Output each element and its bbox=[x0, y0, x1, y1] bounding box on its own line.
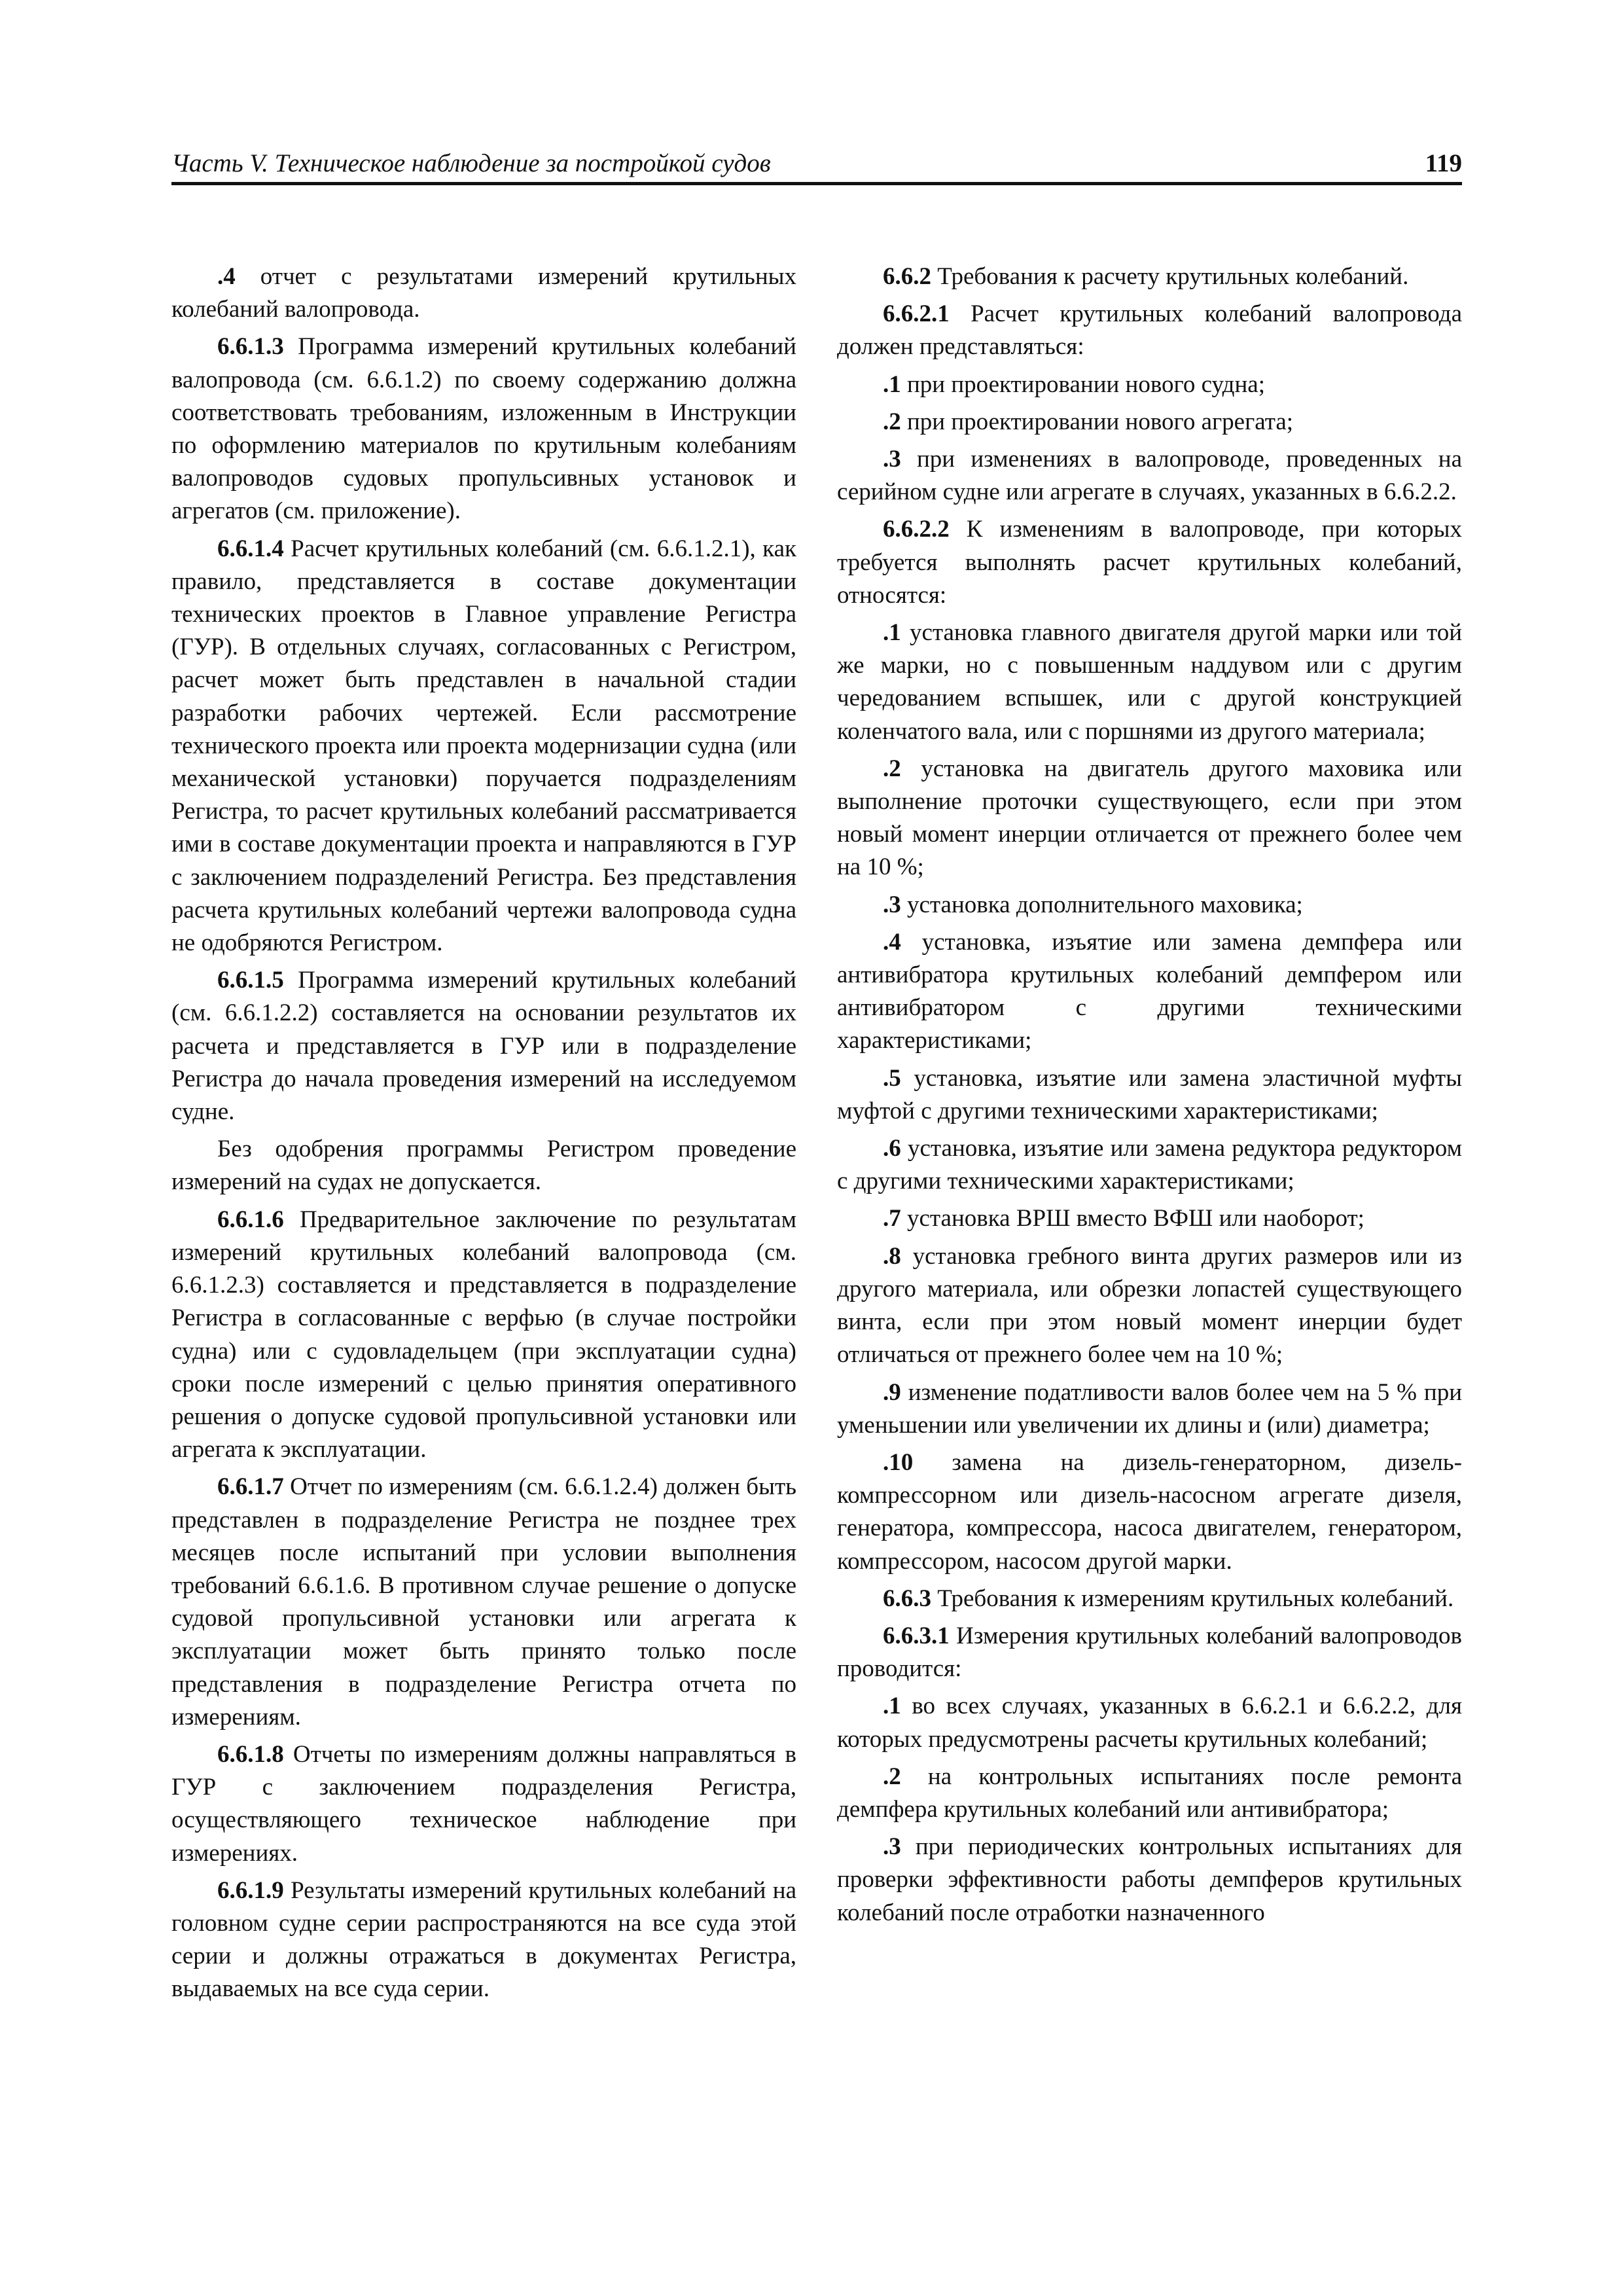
clause-number: .2 bbox=[883, 1763, 901, 1790]
paragraph bbox=[837, 1062, 1462, 1128]
clause-number: .2 bbox=[883, 755, 901, 782]
clause-number: .3 bbox=[883, 891, 901, 918]
clause-number: .4 bbox=[217, 263, 236, 290]
paragraph bbox=[837, 1583, 1462, 1615]
clause-number: 6.6.1.9 bbox=[217, 1876, 284, 1904]
paragraph bbox=[837, 1240, 1462, 1372]
paragraph bbox=[837, 1620, 1462, 1685]
paragraph-text: Расчет крутильных колебаний (см. 6.6.1.2.1), как правило, представляется в составе документации технических проектов в Главное управление Регистра (ГУР). В отдельных случаях, согласованных с Регистром, расчет может быть представлен в начальной стадии разработки рабочих чертежей. Если рассмотрение технического проекта или проекта модернизации судна (или механической установки) поручается подразделениям Регистра, то расчет крутильных колебаний рассматривается ими в составе документации проекта и направляются в ГУР с заключением подразделений Регистра. Без представления расчета крутильных колебаний чертежи валопровода судна не одобряются Регистром. bbox=[171, 535, 796, 957]
paragraph-text: Программа измерений крутильных колебаний (см. 6.6.1.2.2) составляется на основании результатов их расчета и представляется в ГУР или в подразделение Регистра до начала проведения измерений на исследуемом судне. bbox=[171, 967, 796, 1126]
clause-number: .5 bbox=[883, 1064, 901, 1092]
paragraph bbox=[837, 753, 1462, 884]
paragraph-text: во всех случаях, указанных в 6.6.2.1 и 6.6.2.2, для которых предусмотрены расчеты крутильных колебаний; bbox=[837, 1693, 1462, 1753]
clause-number: .8 bbox=[883, 1242, 901, 1270]
clause-number: 6.6.2.2 bbox=[883, 516, 950, 543]
paragraph-text: на контрольных испытаниях после ремонта демпфера крутильных колебаний или антивибратора; bbox=[837, 1763, 1462, 1823]
paragraph bbox=[171, 1204, 796, 1467]
paragraph bbox=[837, 1132, 1462, 1198]
paragraph-text: Расчет крутильных колебаний валопровода должен представляться: bbox=[837, 300, 1462, 361]
paragraph bbox=[837, 260, 1462, 293]
clause-number: .1 bbox=[883, 1693, 901, 1720]
clause-number: .7 bbox=[883, 1205, 901, 1232]
paragraph-text: установка главного двигателя другой марки или той же марки, но с повышенным наддувом или с другим чередованием вспышек, или с другой конструкцией коленчатого вала, или с поршнями из другого материала; bbox=[837, 619, 1462, 745]
paragraph-text: при изменениях в валопроводе, проведенных на серийном судне или агрегате в случаях, указанных в 6.6.2.2. bbox=[837, 446, 1462, 506]
paragraph-text: при периодических контрольных испытаниях для проверки эффективности работы демпферов крутильных колебаний после отработки назначенного bbox=[837, 1833, 1462, 1926]
paragraph-text: Отчет по измерениям (см. 6.6.1.2.4) должен быть представлен в подразделение Регистра не позднее трех месяцев после испытаний при условии выполнения требований 6.6.1.6. В противном случае решение о допуске судовой пропульсивной установки или агрегата к эксплуатации может быть принято только после представления в подразделение Регистра отчета по измерениям. bbox=[171, 1473, 796, 1731]
paragraph bbox=[837, 926, 1462, 1058]
running-title: Часть V. Техническое наблюдение за постройкой судов bbox=[171, 149, 771, 177]
paragraph-text: Без одобрения программы Регистром проведение измерений на судах не допускается. bbox=[171, 1136, 796, 1196]
clause-number: .9 bbox=[883, 1378, 901, 1406]
paragraph-text: отчет с результатами измерений крутильных колебаний валопровода. bbox=[171, 263, 796, 323]
paragraph bbox=[837, 406, 1462, 439]
clause-number: .4 bbox=[883, 928, 901, 956]
paragraph-text: установка, изъятие или замена демпфера или антивибратора крутильных колебаний демпфером или антивибратором с другими техническими характеристиками; bbox=[837, 928, 1462, 1054]
page-header bbox=[171, 143, 1462, 185]
paragraph-text: установка дополнительного маховика; bbox=[901, 891, 1303, 918]
clause-number: 6.6.3 bbox=[883, 1585, 931, 1612]
paragraph bbox=[837, 1202, 1462, 1235]
paragraph-text: установка гребного винта других размеров или из другого материала, или обрезки лопастей существующего винта, если при этом новый момент инерции будет отличаться от прежнего более чем на 10 %; bbox=[837, 1242, 1462, 1369]
clause-number: 6.6.1.5 bbox=[217, 967, 284, 994]
paragraph bbox=[837, 298, 1462, 363]
clause-number: 6.6.1.8 bbox=[217, 1740, 284, 1768]
paragraph-text: установка, изъятие или замена редуктора редуктором с другими техническими характеристиками; bbox=[837, 1135, 1462, 1195]
paragraph-text: Программа измерений крутильных колебаний валопровода (см. 6.6.1.2) по своему содержанию должна соответствовать требованиям, изложенным в Инструкции по оформлению материалов по крутильным колебаниям валопроводов судовых пропульсивных установок и агрегатов (см. приложение). bbox=[171, 333, 796, 525]
paragraph bbox=[171, 1133, 796, 1198]
clause-number: 6.6.1.6 bbox=[217, 1206, 284, 1233]
paragraph bbox=[837, 617, 1462, 748]
clause-number: 6.6.3.1 bbox=[883, 1622, 950, 1649]
page-number: 119 bbox=[1425, 149, 1462, 177]
paragraph bbox=[837, 1376, 1462, 1442]
paragraph bbox=[837, 889, 1462, 922]
paragraph bbox=[837, 1761, 1462, 1826]
paragraph bbox=[837, 513, 1462, 612]
paragraph-text: установка на двигатель другого маховика или выполнение проточки существующего, если при этом новый момент инерции отличается от прежнего более чем на 10 %; bbox=[837, 755, 1462, 881]
paragraph-text: изменение податливости валов более чем на 5 % при уменьшении или увеличении их длины и (или) диаметра; bbox=[837, 1378, 1462, 1439]
paragraph bbox=[171, 533, 796, 960]
paragraph bbox=[171, 1874, 796, 2006]
paragraph-text: Отчеты по измерениям должны направляться в ГУР с заключением подразделения Регистра, осуществляющего техническое наблюдение при измерениях. bbox=[171, 1740, 796, 1867]
paragraph-text: Требования к расчету крутильных колебаний. bbox=[931, 263, 1409, 290]
paragraph-text: при проектировании нового агрегата; bbox=[901, 408, 1294, 435]
paragraph-text: установка, изъятие или замена эластичной муфты муфтой с другими техническими характеристиками; bbox=[837, 1064, 1462, 1124]
clause-number: .2 bbox=[883, 408, 901, 435]
clause-number: .3 bbox=[883, 1833, 901, 1861]
clause-number: .10 bbox=[883, 1448, 914, 1476]
paragraph-text: замена на дизель-генераторном, дизель-компрессорном или дизель-насосном агрегате дизеля, генератора, компрессора, насоса двигателем, генератором, компрессором, насосом другой марки. bbox=[837, 1448, 1462, 1575]
paragraph bbox=[837, 443, 1462, 509]
clause-number: 6.6.1.7 bbox=[217, 1473, 284, 1501]
paragraph-text: при проектировании нового судна; bbox=[901, 370, 1265, 398]
paragraph bbox=[837, 1690, 1462, 1755]
clause-number: 6.6.2 bbox=[883, 263, 931, 290]
clause-number: .1 bbox=[883, 370, 901, 398]
clause-number: .1 bbox=[883, 619, 901, 647]
paragraph bbox=[837, 368, 1462, 401]
paragraph-text: Измерения крутильных колебаний валопроводов проводится: bbox=[837, 1622, 1462, 1683]
left-column bbox=[171, 260, 796, 2011]
paragraph bbox=[171, 260, 796, 326]
paragraph-text: Результаты измерений крутильных колебаний на головном судне серии распространяются на все суда этой серии и должны отражаться в документах Регистра, выдаваемых на все суда серии. bbox=[171, 1876, 796, 2003]
paragraph bbox=[837, 1446, 1462, 1578]
paragraph bbox=[171, 331, 796, 528]
clause-number: .6 bbox=[883, 1135, 901, 1162]
clause-number: 6.6.2.1 bbox=[883, 300, 950, 328]
paragraph bbox=[171, 964, 796, 1128]
paragraph bbox=[837, 1831, 1462, 1929]
paragraph-text: Требования к измерениям крутильных колебаний. bbox=[931, 1585, 1454, 1612]
clause-number: 6.6.1.3 bbox=[217, 333, 284, 361]
paragraph-text: Предварительное заключение по результатам измерений крутильных колебаний валопровода (см. 6.6.1.2.3) составляется и представляется в подразделение Регистра в согласованные с верфью (в случае постройки судна) или с судовладельцем (при эксплуатации судна) сроки после измерений с целью принятия оперативного решения о допуске судовой пропульсивной установки или агрегата к эксплуатации. bbox=[171, 1206, 796, 1463]
paragraph bbox=[171, 1738, 796, 1870]
paragraph-text: установка ВРШ вместо ВФШ или наоборот; bbox=[901, 1205, 1364, 1232]
right-column bbox=[837, 260, 1462, 1934]
paragraph-text: К изменениям в валопроводе, при которых требуется выполнять расчет крутильных колебаний, относятся: bbox=[837, 516, 1462, 609]
clause-number: .3 bbox=[883, 446, 901, 473]
clause-number: 6.6.1.4 bbox=[217, 535, 284, 562]
paragraph bbox=[171, 1471, 796, 1734]
